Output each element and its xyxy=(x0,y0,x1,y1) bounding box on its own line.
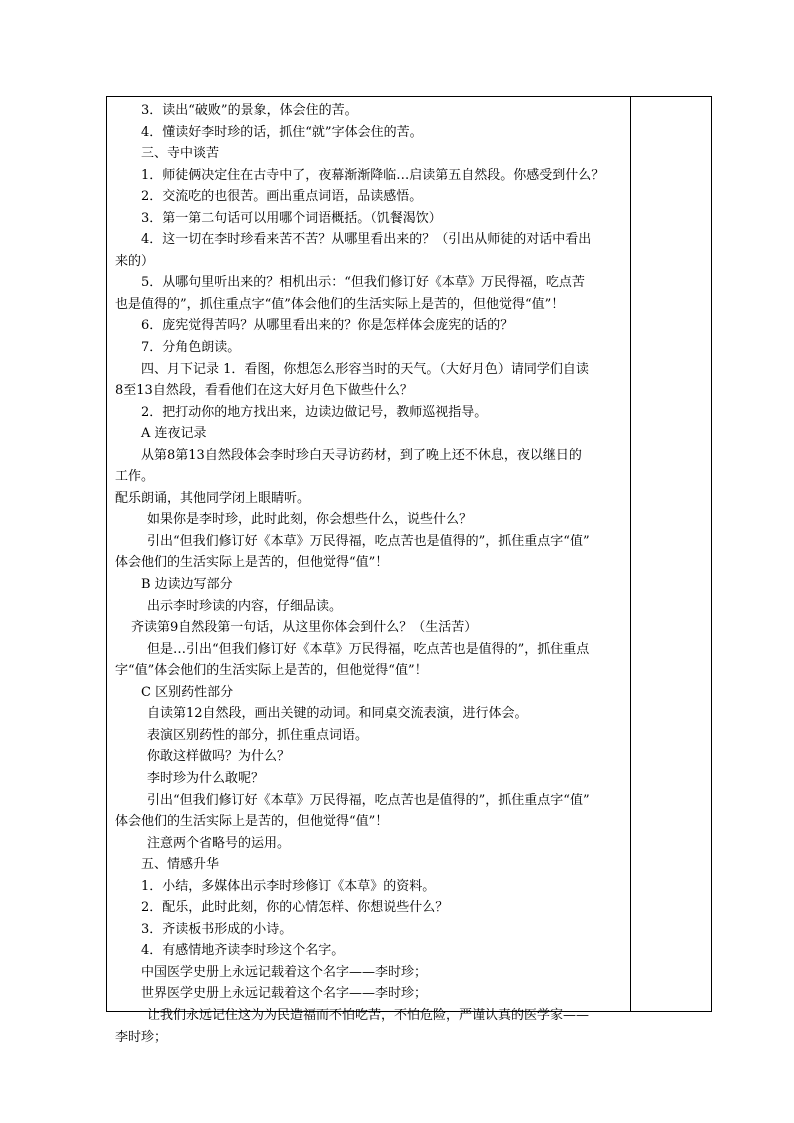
text-line: 引出“但我们修订好《本草》万民得福，吃点苦也是值得的”，抓住重点字“值” xyxy=(147,533,590,549)
text-line: 李时珍为什么敢呢？ xyxy=(147,770,265,786)
text-line: 你敢这样做吗？为什么？ xyxy=(147,749,291,765)
text-line: 3．第一第二句话可以用哪个词语概括。（饥餐渴饮） xyxy=(141,210,442,226)
text-line: 体会他们的生活实际上是苦的，但他觉得“值”！ xyxy=(115,555,389,571)
text-line: 4．这一切在李时珍看来苦不苦？从哪里看出来的？（引出从师徒的对话中看出 xyxy=(141,232,592,248)
text-line: 3．齐读板书形成的小诗。 xyxy=(141,921,293,937)
text-line: 5．从哪句里听出来的？相机出示：“但我们修订好《本草》万民得福，吃点苦 xyxy=(141,275,585,291)
text-line: C 区别药性部分 xyxy=(141,684,234,700)
text-line: 6．庞宪觉得苦吗？从哪里看出来的？你是怎样体会庞宪的话的？ xyxy=(141,318,514,334)
text-line: 出示李时珍读的内容，仔细品读。 xyxy=(147,598,343,614)
text-line: 体会他们的生活实际上是苦的，但他觉得“值”！ xyxy=(115,814,389,830)
text-line: B 边读边写部分 xyxy=(141,577,233,593)
text-line: 2．配乐，此时此刻，你的心情怎样、你想说些什么？ xyxy=(141,900,449,916)
text-line: A 连夜记录 xyxy=(141,426,207,442)
text-line: 五、情感升华 xyxy=(141,857,220,873)
text-line: 来的） xyxy=(115,253,155,269)
text-line: 如果你是李时珍，此时此刻，你会想些什么，说些什么？ xyxy=(147,512,473,528)
text-line: 1．小结，多媒体出示李时珍修订《本草》的资料。 xyxy=(141,878,436,894)
text-line: 引出“但我们修订好《本草》万民得福，吃点苦也是值得的”，抓住重点字“值” xyxy=(147,792,590,808)
text-line: 4．有感情地齐读李时珍这个名字。 xyxy=(141,943,345,959)
text-line: 字“值”体会他们的生活实际上是苦的，但他觉得“值”！ xyxy=(115,663,428,679)
text-line: 4．懂读好李时珍的话，抓住“就”字体会住的苦。 xyxy=(141,124,423,140)
text-line: 表演区别药性的部分，抓住重点词语。 xyxy=(147,727,369,743)
text-line: 2．把打动你的地方找出来，边读边做记号，教师巡视指导。 xyxy=(141,404,488,420)
text-line: 7．分角色朗读。 xyxy=(141,340,241,356)
text-line: 工作。 xyxy=(115,469,155,485)
text-line: 注意两个省略号的运用。 xyxy=(147,835,291,851)
text-line: 让我们永远记住这为为民造福而不怕吃苦，不怕危险，严谨认真的医学家—— xyxy=(147,1007,590,1023)
text-line: 从第8第13自然段体会李时珍白天寻访药材，到了晚上还不休息，夜以继日的 xyxy=(141,447,582,463)
text-line: 三、寺中谈苦 xyxy=(141,146,220,162)
text-line: 2．交流吃的也很苦。画出重点词语，品读感悟。 xyxy=(141,189,423,205)
text-line: 也是值得的”，抓住重点字“值”体会他们的生活实际上是苦的，但他觉得“值”！ xyxy=(115,296,565,312)
column-divider xyxy=(630,97,631,1011)
text-line: 8至13自然段，看看他们在这大好月色下做些什么？ xyxy=(115,383,413,399)
text-line: 世界医学史册上永远记载着这个名字——李时珍； xyxy=(141,986,428,1002)
lesson-plan-content xyxy=(115,100,627,1048)
text-line: 但是…引出“但我们修订好《本草》万民得福，吃点苦也是值得的”，抓住重点 xyxy=(147,641,590,657)
lesson-plan-table xyxy=(106,96,712,1045)
text-line: 李时珍； xyxy=(115,1029,168,1045)
text-line: 配乐朗诵，其他同学闭上眼睛听。 xyxy=(115,490,311,506)
text-line: 齐读第9自然段第一句话，从这里你体会到什么？（生活苦） xyxy=(131,620,478,636)
text-line: 1．师徒俩决定住在古寺中了，夜幕渐渐降临…启读第五自然段。你感受到什么？ xyxy=(141,167,605,183)
text-line: 自读第12自然段，画出关键的动词。和同桌交流表演，进行体会。 xyxy=(147,706,528,722)
text-line: 3．读出“破败”的景象，体会住的苦。 xyxy=(141,103,358,118)
text-line: 四、月下记录 1．看图，你想怎么形容当时的天气。（大好月色）请同学们自读 xyxy=(141,361,589,377)
text-line: 中国医学史册上永远记载着这个名字——李时珍； xyxy=(141,964,428,980)
